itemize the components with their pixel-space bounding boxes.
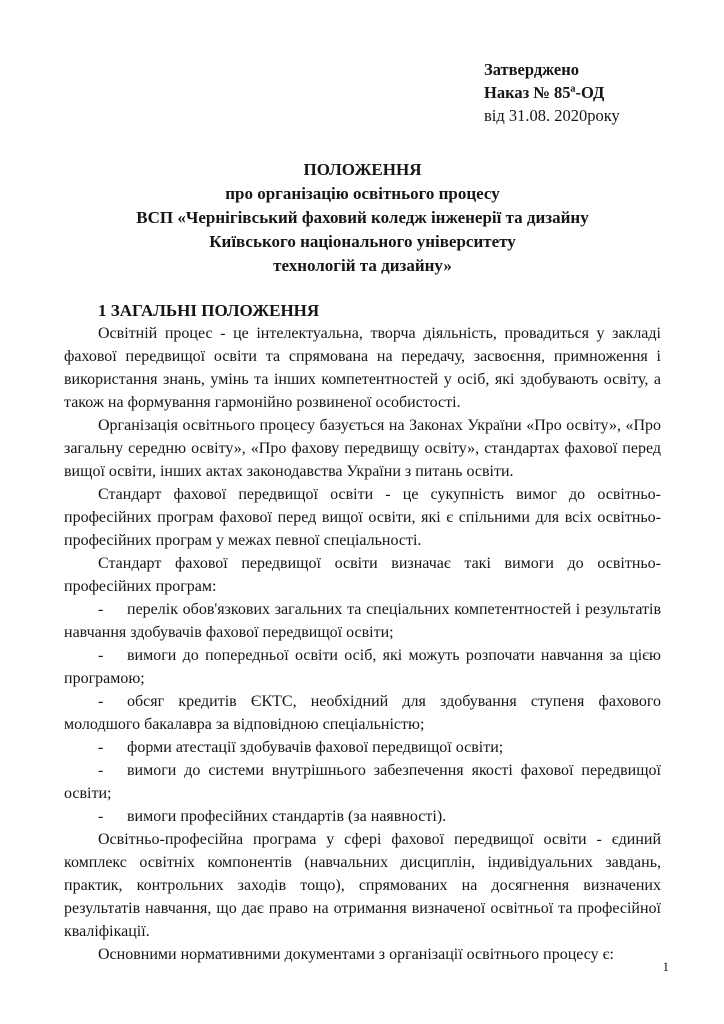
list-dash: - [98, 808, 104, 825]
page-number: 1 [662, 959, 669, 974]
paragraph-5: Освітньо-професійна програма у сфері фахової передвищої освіти - єдиний комплекс освітніх компонентів (навчальних дисциплін, індивідуальних завдань, практик, контрольних заходів тощо), спрямованих на досягнення визначених результатів навчання, що дає право на отримання визначеної освітньої та професійної кваліфікації. [64, 831, 661, 940]
list-item-4 [64, 736, 661, 759]
paragraph-2: Організація освітнього процесу базується на Законах України «Про освіту», «Про загальну середню освіту», «Про фахову передвищу освіту», стандартах фахової перед вищої освіти, інших актах законодавства України з питань освіти. [64, 417, 661, 480]
list-item-text: вимоги до попередньої освіти осіб, які можуть розпочати навчання за цією програмою; [64, 647, 661, 687]
order-date: від 31.08. 2020року [484, 106, 620, 125]
list-item-1 [64, 598, 661, 644]
list-dash: - [98, 693, 104, 710]
list-item-text: форми атестації здобувачів фахової передвищої освіти; [127, 739, 504, 756]
list-dash: - [98, 647, 104, 664]
paragraph-3: Стандарт фахової передвищої освіти - це сукупність вимог до освітньо-професійних програм фахової перед вищої освіти, які є спільними для всіх освітньо-професійних програм у межах певної спеціальності. [64, 486, 661, 549]
approval-stamp-label: Затверджено [484, 60, 580, 79]
list-dash: - [98, 762, 104, 779]
paragraph-4: Стандарт фахової передвищої освіти визначає такі вимоги до освітньо-професійних програм: [64, 555, 661, 595]
title-line-3: ВСП «Чернігівський фаховий коледж інженерії та дизайну [136, 208, 589, 227]
document-title [64, 158, 661, 278]
list-item-text: перелік обов'язкових загальних та спеціальних компетентностей і результатів навчання здобувачів фахової передвищої освіти; [64, 601, 661, 641]
title-line-4: Київського національного університету [209, 232, 516, 251]
section-heading: 1 ЗАГАЛЬНІ ПОЛОЖЕННЯ [98, 301, 320, 320]
title-line-1: ПОЛОЖЕННЯ [303, 160, 422, 179]
approval-block [484, 58, 661, 127]
list-item-3 [64, 690, 661, 736]
order-number: Наказ № 85ª-ОД [484, 83, 605, 102]
list-item-6 [64, 805, 661, 828]
list-item-2 [64, 644, 661, 690]
list-item-text: вимоги до системи внутрішнього забезпечення якості фахової передвищої освіти; [64, 762, 661, 802]
list-item-text: обсяг кредитів ЄКТС, необхідний для здобування ступеня фахового молодшого бакалавра за відповідною спеціальністю; [64, 693, 661, 733]
list-dash: - [98, 739, 104, 756]
list-item-5 [64, 759, 661, 805]
title-line-2: про організацію освітнього процесу [225, 184, 500, 203]
list-item-text: вимоги професійних стандартів (за наявності). [127, 808, 447, 825]
paragraph-6: Основними нормативними документами з організації освітнього процесу є: [98, 946, 614, 963]
paragraph-1: Освітній процес - це інтелектуальна, творча діяльність, провадиться у закладі фахової передвищої освіти та спрямована на передачу, засвоєння, примноження і використання знань, умінь та інших компетентностей у осіб, які здобувають освіту, а також на формування гармонійно розвиненої особистості. [64, 325, 661, 411]
list-dash: - [98, 601, 104, 618]
title-line-5: технологій та дизайну» [273, 256, 452, 275]
